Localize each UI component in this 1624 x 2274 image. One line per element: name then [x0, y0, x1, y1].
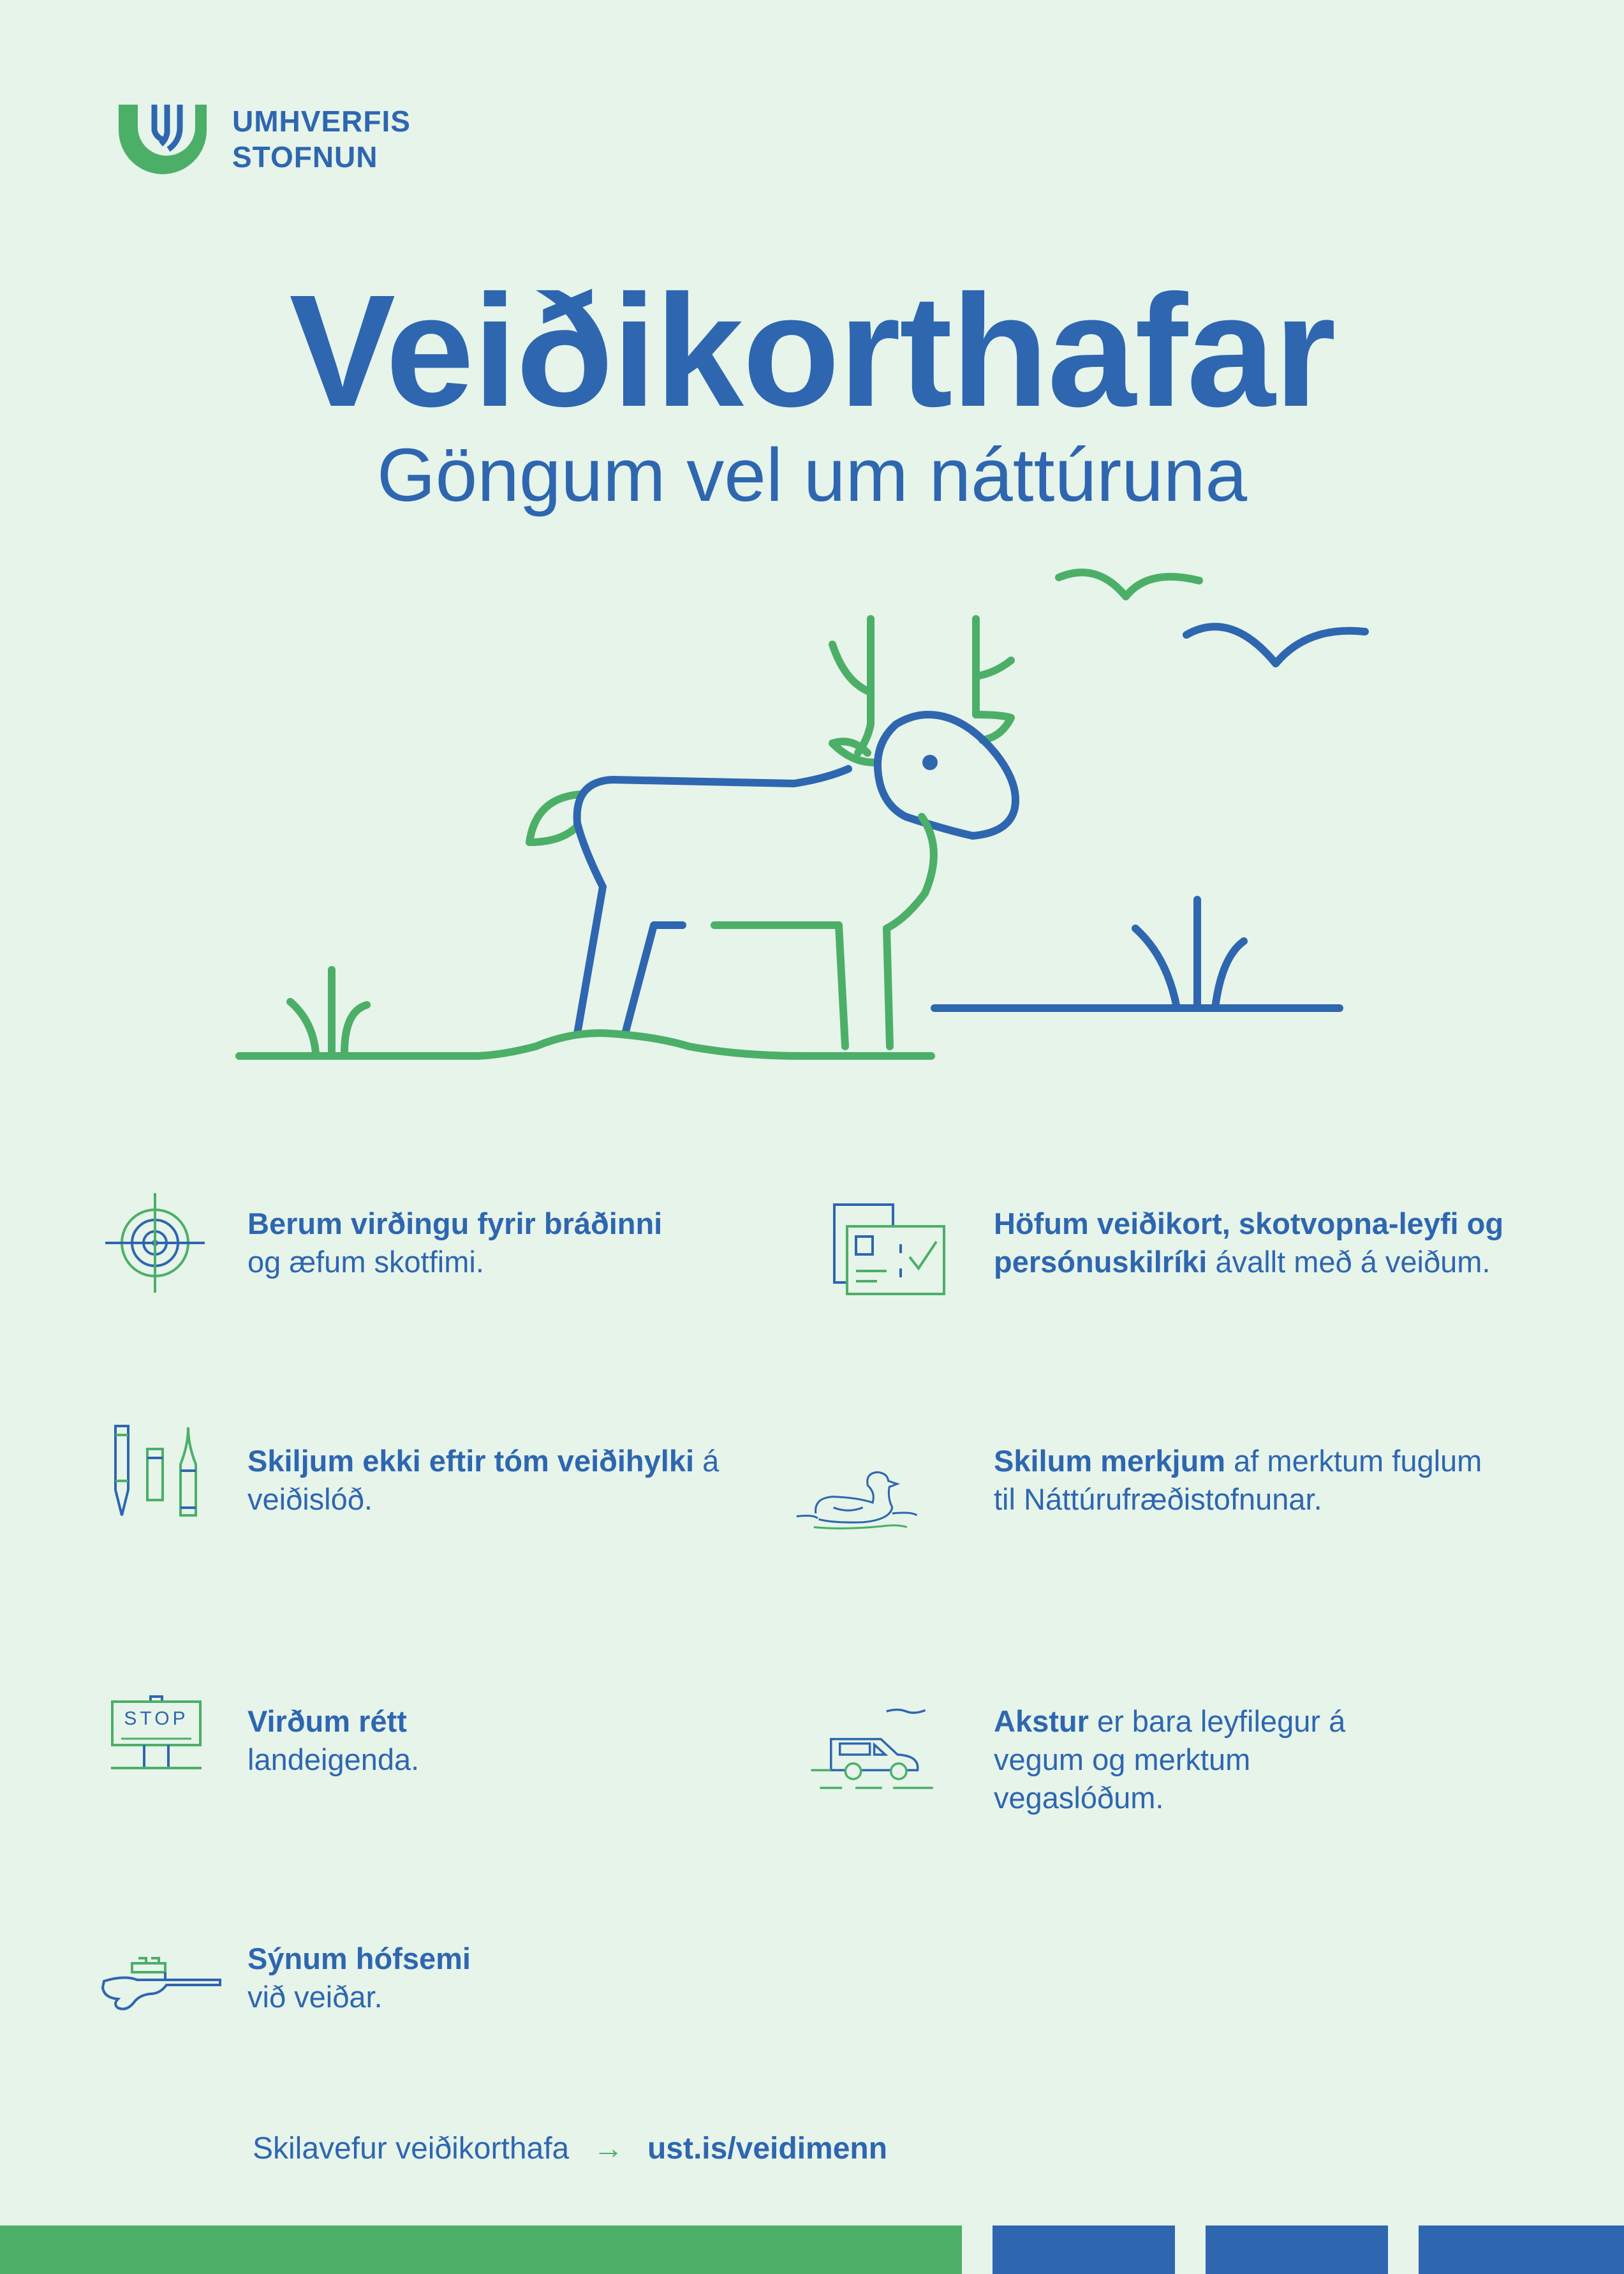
logo — [119, 102, 450, 179]
stop-sign-icon — [108, 1694, 204, 1777]
tip-4-text: af merktum fuglum til Náttúrufræðistofnunar. — [994, 1444, 1482, 1516]
page-subtitle: Göngum vel um náttúruna — [376, 433, 1248, 517]
footer-bar-green — [0, 2226, 962, 2274]
tip-5 — [247, 1702, 758, 1779]
umhverfisstofnun-logo-icon — [119, 105, 214, 175]
tip-2-text: ávallt með á veiðum. — [1215, 1245, 1491, 1279]
tip-1-text: og æfum skotfimi. — [247, 1245, 484, 1279]
page-title: Veiðikorthafar — [289, 262, 1335, 440]
tip-4 — [994, 1442, 1504, 1519]
tip-5-text: landeigenda. — [247, 1743, 420, 1776]
tip-6-bold: Akstur — [994, 1704, 1089, 1738]
footer-bar-blue — [1206, 2226, 1388, 2274]
footer-bar-blue — [993, 2226, 1175, 2274]
footer-label: Skilavefur veiðikorthafa — [253, 2132, 570, 2166]
tip-6-text: er bara leyfilegur á vegum og merktum vegaslóðum. — [994, 1704, 1346, 1815]
tip-7 — [247, 1940, 758, 2016]
car-icon — [809, 1697, 936, 1812]
arrow-right-icon: → — [593, 2132, 624, 2166]
tip-4-bold: Skilum merkjum — [994, 1444, 1226, 1478]
tip-7-text: við veiðar. — [247, 1980, 383, 2014]
footer-url-link[interactable]: ust.is/veidimenn — [647, 2132, 888, 2166]
tip-1 — [247, 1205, 745, 1281]
tip-7-bold: Sýnum hófsemi — [247, 1942, 471, 1975]
duck-icon — [794, 1445, 922, 1560]
tip-3 — [247, 1442, 758, 1519]
bird-icon — [1059, 572, 1199, 597]
logo-line-1: UMHVERFIS — [232, 105, 411, 138]
stop-sign-text: STOP — [124, 1708, 189, 1729]
crosshair-icon — [99, 1187, 226, 1302]
tip-2-bold: Höfum veiðikort, skotvopna-leyfi og persónuskilríki — [994, 1207, 1504, 1279]
tip-5-bold: Virðum rétt — [247, 1704, 407, 1738]
tip-3-text: á veiðislóð. — [247, 1444, 720, 1516]
bird-icon — [1186, 627, 1365, 664]
logo-line-2: STOFNUN — [232, 140, 378, 174]
footer-link[interactable] — [253, 2130, 887, 2168]
tip-6 — [994, 1702, 1428, 1817]
footer-bar-blue — [1419, 2226, 1624, 2274]
logo-text — [232, 103, 411, 175]
tip-2 — [994, 1205, 1504, 1281]
rifle-icon — [99, 1949, 226, 2019]
cartridges-icon — [99, 1420, 226, 1535]
tip-3-bold: Skiljum ekki eftir tóm veiðihylki — [247, 1444, 695, 1478]
tip-1-bold: Berum virðingu fyrir bráðinni — [247, 1207, 663, 1240]
reindeer-landscape-illustration — [230, 561, 1378, 1072]
license-card-icon — [829, 1200, 957, 1314]
